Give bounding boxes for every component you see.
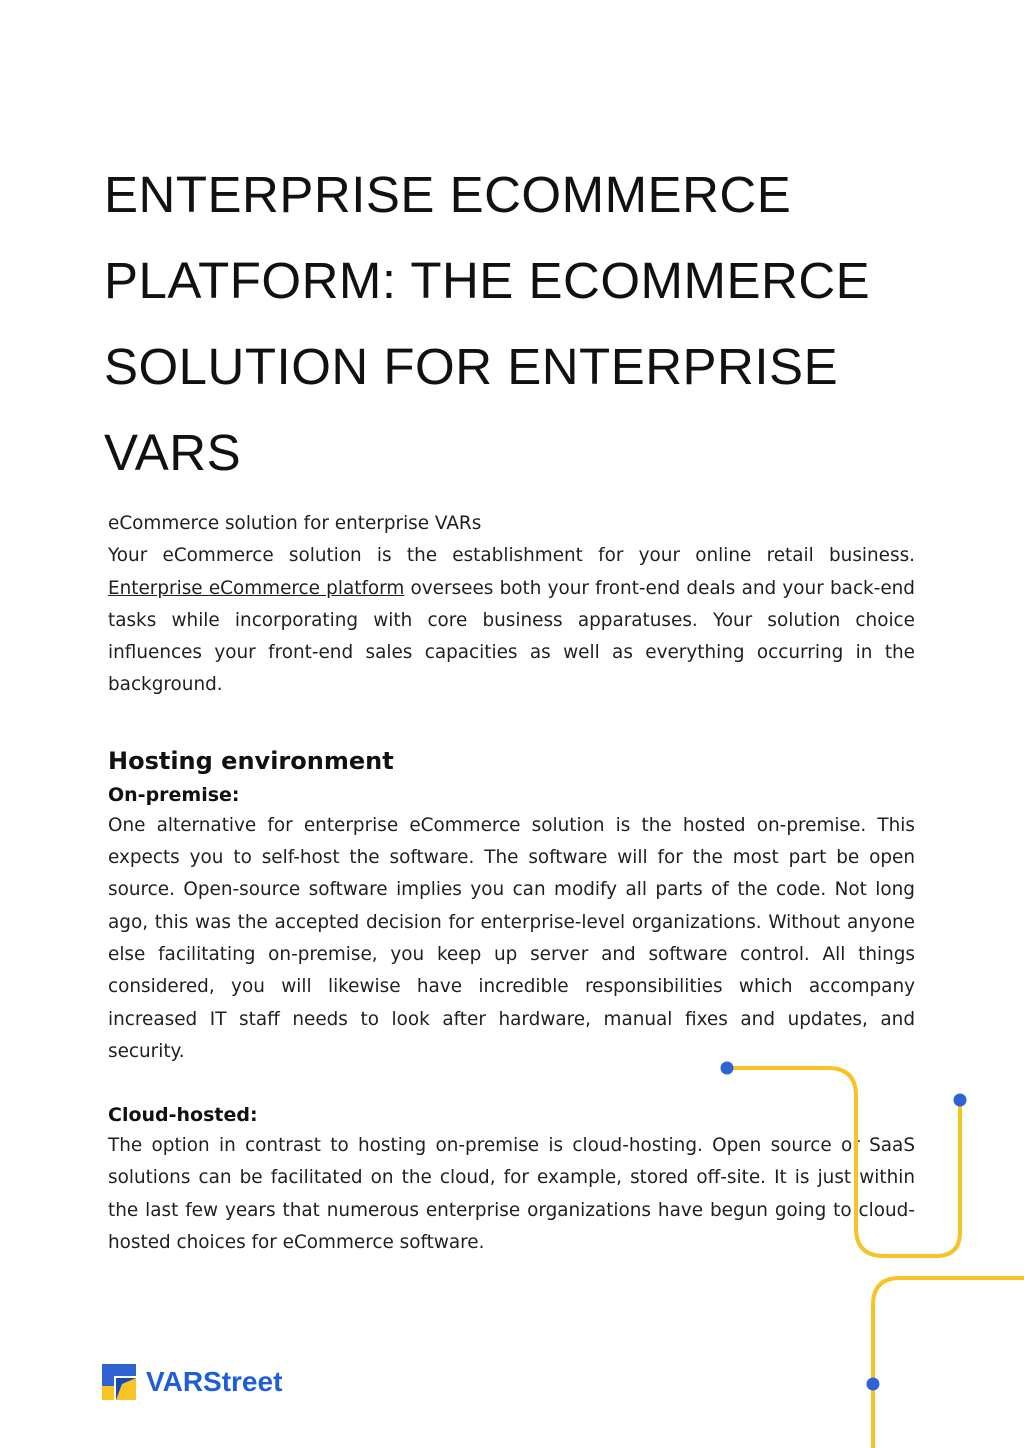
title-line-3: SOLUTION FOR ENTERPRISE [104, 338, 839, 395]
on-premise-paragraph: One alternative for enterprise eCommerce solution is the hosted on-premise. This expects you to self-host the software. The software will for the most part be open source. Open-source software implies you can modify all parts of the code. Not long ago, this was the accepted decision for enterprise-level organizations. Without anyone else facilitating on-premise, you keep up server and software control. All things considered, you will likewise have incredible responsibilities which accompany increased IT staff needs to look after hardware, manual fixes and updates, and security. [108, 814, 915, 1062]
title-line-2: PLATFORM: THE ECOMMERCE [104, 252, 871, 309]
circuit-line-lower [873, 1278, 1024, 1448]
title-line-1: ENTERPRISE ECOMMERCE [104, 166, 792, 223]
varstreet-logo-text: VARStreet [146, 1366, 283, 1397]
cloud-hosted-paragraph: The option in contrast to hosting on-premise is cloud-hosting. Open source or SaaS solutions can be facilitated on the cloud, for example, stored off-site. It is just within the last few years that numerous enterprise organizations have begun going to cloud-hosted choices for eCommerce software. [108, 1135, 915, 1254]
hosting-environment-heading: Hosting environment [108, 746, 394, 775]
enterprise-ecommerce-platform-link[interactable]: Enterprise eCommerce platform [108, 577, 405, 599]
intro-text-end: oversees both your front-end deals and your back-end tasks while incorporating with core business apparatuses. Your solution choice influences your front-end sales capacities as well as everything occurring in the background. [108, 577, 915, 696]
circuit-node-dot [954, 1094, 967, 1107]
circuit-node-dot [867, 1378, 880, 1391]
varstreet-logo-icon [102, 1364, 136, 1400]
cloud-hosted-heading: Cloud-hosted: [108, 1104, 258, 1127]
article-body [108, 508, 915, 1259]
intro-paragraph [108, 540, 915, 701]
varstreet-logo [102, 1364, 282, 1400]
page-title [104, 152, 944, 496]
on-premise-heading: On-premise: [108, 783, 240, 806]
intro-text-start: Your eCommerce solution is the establishment for your online retail business. [108, 545, 915, 567]
intro-subtitle: eCommerce solution for enterprise VARs [108, 513, 482, 534]
title-line-4: VARS [104, 424, 242, 481]
